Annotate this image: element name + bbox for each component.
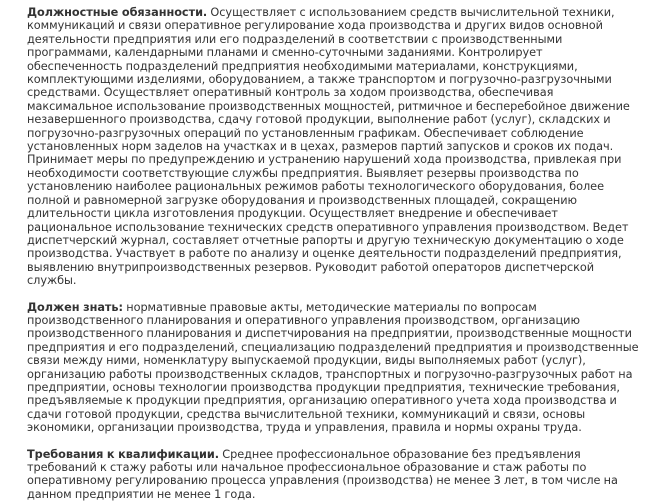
qualification-text: Среднее профессиональное образование без предъявления требований к стажу работы или начальное профессиональное образование и стаж работы по оперативному регулированию процесса управления (производства) не менее 3 лет, в том числе на данном предприятии не менее 1 года. (27, 447, 618, 501)
duties-heading: Должностные обязанности. (27, 6, 208, 19)
must-know-text: нормативные правовые акты, методические материалы по вопросам производственного планирования и оперативного управления производством, организацию производственного планирования и диспетчирования на предприятии, производственные мощности предприятия и его подразделений, специализацию подразделений предприятия и производственные связи между ними, номенклатуру выпускаемой продукции, виды выполняемых работ (услуг), организацию работы производственных складов, транспортных и погрузочно-разгрузочных работ на предприятии, основы технологии производства продукции предприятия, технические требования, предъявляемые к продукции предприятия, организацию оперативного учета хода производства и сдачи готовой продукции, средства вычислительной техники, коммуникаций и связи, основы экономики, организации производства, труда и управления, правила и нормы охраны труда. (27, 300, 639, 435)
duties-text: Осуществляет с использованием средств вычислительной техники, коммуникаций и связи оперативное регулирование хода производства и других видов основной деятельности предприятия или его подразделений в соответствии с производственными программами, календарными планами и сменно-суточными заданиями. Контролирует обеспеченность подразделений предприятия необходимыми материалами, конструкциями, комплектующими изделиями, оборудованием, а также транспортом и погрузочно-разгрузочными средствами. Осуществляет оперативный контроль за ходом производства, обеспечивая максимальное использование производственных мощностей, ритмичное и бесперебойное движение незавершенного производства, сдачу готовой продукции, выполнение работ (услуг), складских и погрузочно-разгрузочных операций по установленным графикам. Обеспечивает соблюдение установленных норм заделов на участках и в цехах, размеров партий запусков и сроков их подач. Принимает меры по предупреждению и устранению нарушений хода производства, привлекая при необходимости соответствующие службы предприятия. Выявляет резервы производства по установлению наиболее рациональных режимов работы технологического оборудования, более полной и равномерной загрузке оборудования и производственных площадей, сокращению длительности цикла изготовления продукции. Осуществляет внедрение и обеспечивает рациональное использование технических средств оперативного управления производством. Ведет диспетчерский журнал, составляет отчетные рапорты и другую техническую документацию о ходе производства. Участвует в работе по анализу и оценке деятельности подразделений предприятия, выявлению внутрипроизводственных резервов. Руководит работой операторов диспетчерской службы. (27, 6, 630, 288)
section-must-know (27, 301, 639, 435)
must-know-heading: Должен знать: (27, 300, 123, 314)
qualification-heading: Требования к квалификации. (27, 447, 220, 461)
section-qualification (27, 448, 639, 501)
section-duties (27, 6, 639, 288)
